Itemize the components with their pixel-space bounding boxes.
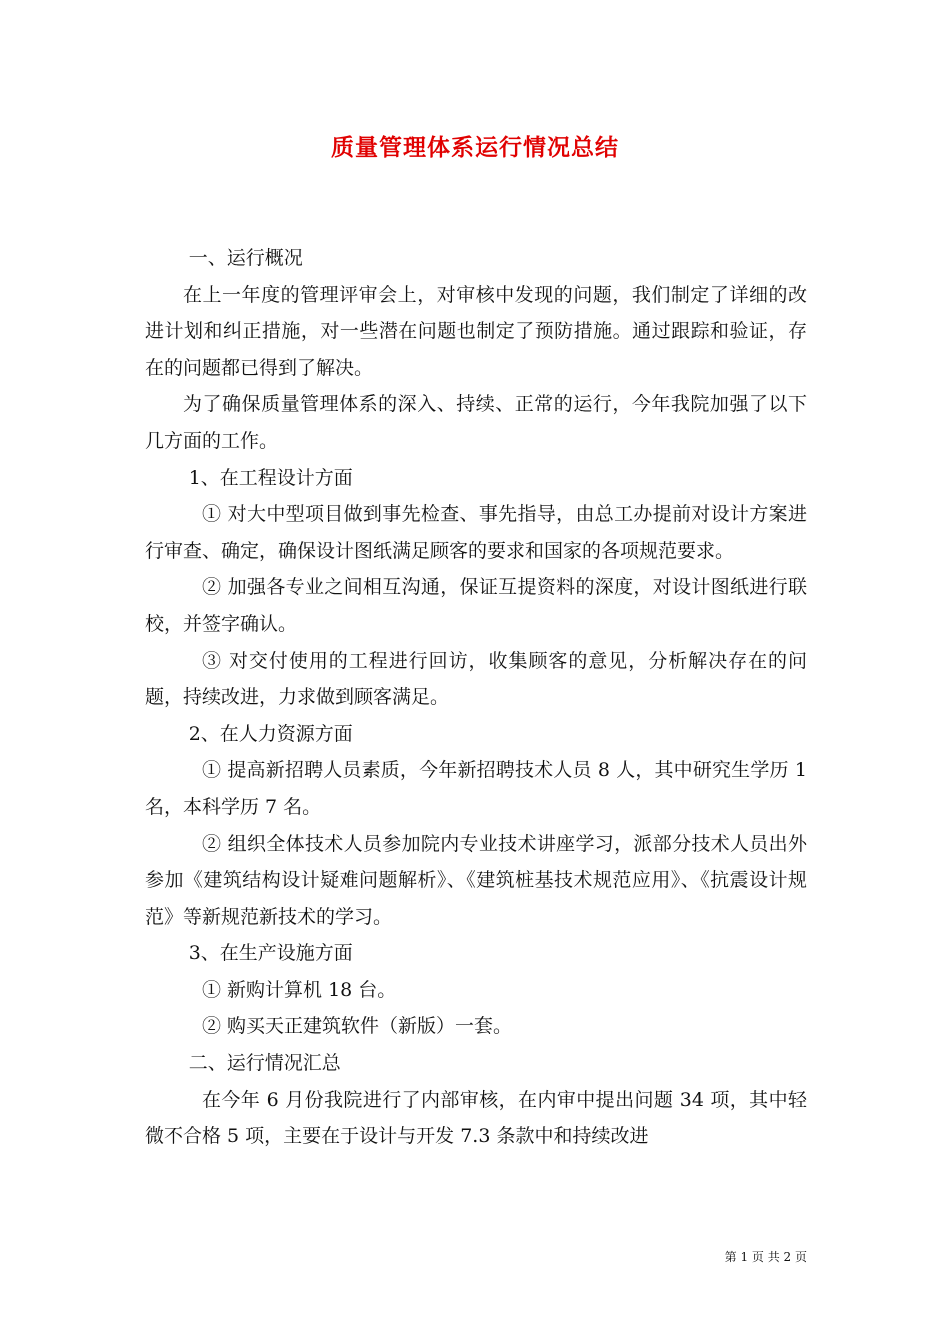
list-item: ③ 对交付使用的工程进行回访，收集顾客的意见，分析解决存在的问题，持续改进，力求做到顾客满足。 bbox=[145, 649, 807, 709]
list-item: ① 对大中型项目做到事先检查、事先指导，由总工办提前对设计方案进行审查、确定，确保设计图纸满足顾客的要求和国家的各项规范要求。 bbox=[145, 503, 807, 562]
paragraph: 在今年 6 月份我院进行了内部审核，在内审中提出问题 34 项，其中轻微不合格 5 项，主要在于设计与开发 7.3 条款中和持续改进 bbox=[145, 1088, 807, 1148]
subsection-heading: 3、在生产设施方面 bbox=[188, 942, 353, 965]
page-footer: 第 1 页 共 2 页 bbox=[724, 1250, 807, 1264]
section-heading: 一、运行概况 bbox=[188, 247, 303, 269]
list-item: ② 购买天正建筑软件（新版）一套。 bbox=[202, 1015, 513, 1038]
list-item: ② 组织全体技术人员参加院内专业技术讲座学习，派部分技术人员出外参加《建筑结构设计疑难问题解析》、《建筑桩基技术规范应用》、《抗震设计规范》等新规范新技术的学习。 bbox=[145, 832, 807, 928]
document-body bbox=[145, 240, 807, 1155]
paragraph: 在上一年度的管理评审会上，对审核中发现的问题，我们制定了详细的改进计划和纠正措施，对一些潜在问题也制定了预防措施。通过跟踪和验证，存在的问题都已得到了解决。 bbox=[145, 283, 807, 379]
section-heading: 二、运行情况汇总 bbox=[188, 1052, 341, 1075]
list-item: ① 新购计算机 18 台。 bbox=[202, 978, 397, 1001]
paragraph: 为了确保质量管理体系的深入、持续、正常的运行，今年我院加强了以下几方面的工作。 bbox=[145, 393, 807, 452]
subsection-heading: 1、在工程设计方面 bbox=[188, 466, 353, 489]
subsection-heading: 2、在人力资源方面 bbox=[188, 722, 353, 745]
list-item: ① 提高新招聘人员素质，今年新招聘技术人员 8 人，其中研究生学历 1 名，本科学历 7 名。 bbox=[145, 759, 807, 818]
document-title: 质量管理体系运行情况总结 bbox=[331, 134, 619, 161]
list-item: ② 加强各专业之间相互沟通，保证互提资料的深度，对设计图纸进行联校，并签字确认。 bbox=[145, 576, 807, 635]
